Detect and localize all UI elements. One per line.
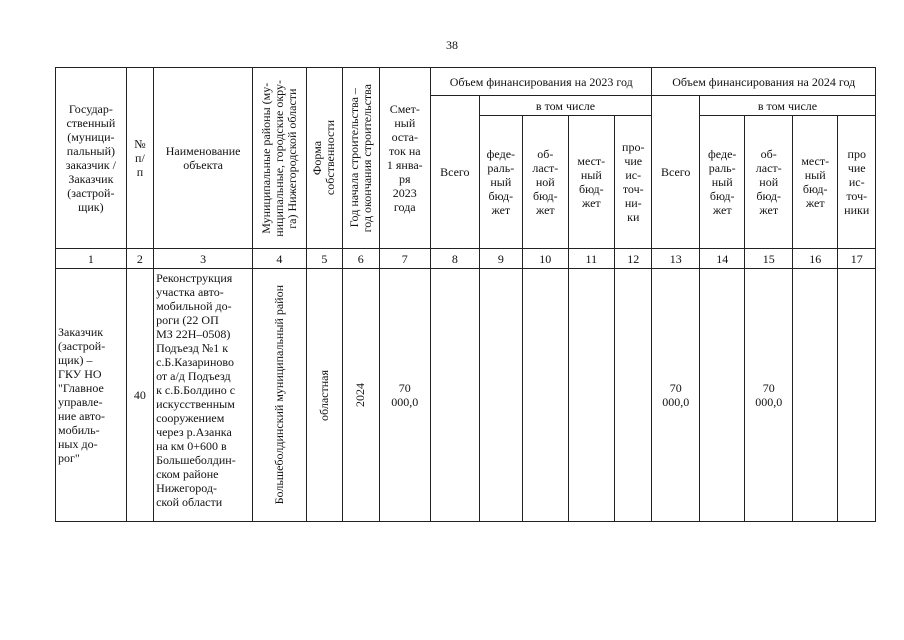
row-regional-2023 bbox=[523, 269, 568, 522]
header-total-2024: Всего bbox=[652, 96, 700, 249]
row-district: Большеболдинский муниципальный район bbox=[271, 285, 286, 505]
header-districts: Муниципальные районы (му- ниципальные, городские окру- га) Нижегородской области bbox=[258, 79, 299, 237]
header-regional-2023: об- ласт- ной бюд- жет bbox=[523, 116, 568, 249]
page-number: 38 bbox=[446, 38, 458, 52]
column-number-row bbox=[56, 249, 876, 269]
header-federal-2024: феде- раль- ный бюд- жет bbox=[699, 116, 744, 249]
row-other-2024 bbox=[838, 269, 876, 522]
col-num: 11 bbox=[568, 249, 615, 269]
col-num: 12 bbox=[615, 249, 652, 269]
header-row-1 bbox=[56, 68, 876, 96]
header-total-2023: Всего bbox=[431, 96, 480, 249]
header-including-2023: в том числе bbox=[479, 96, 652, 116]
header-years-cell bbox=[343, 68, 379, 249]
header-other-2024: про чие ис- точ- ники bbox=[838, 116, 876, 249]
row-ownership: областная bbox=[316, 369, 331, 421]
header-other-2023: про- чие ис- точ- ни- ки bbox=[615, 116, 652, 249]
row-regional-2024: 70 000,0 bbox=[745, 269, 793, 522]
row-total-2023 bbox=[431, 269, 480, 522]
col-num: 10 bbox=[523, 249, 568, 269]
row-federal-2024 bbox=[699, 269, 744, 522]
row-local-2024 bbox=[792, 269, 837, 522]
col-num: 3 bbox=[154, 249, 253, 269]
col-num: 17 bbox=[838, 249, 876, 269]
row-years-cell bbox=[343, 269, 379, 522]
col-num: 4 bbox=[253, 249, 307, 269]
col-num: 14 bbox=[699, 249, 744, 269]
header-fin-2024: Объем финансирования на 2024 год bbox=[652, 68, 876, 96]
col-num: 13 bbox=[652, 249, 700, 269]
col-num: 7 bbox=[379, 249, 431, 269]
table-row bbox=[56, 269, 876, 522]
header-customer: Государ- ственный (муници- пальный) заказчик / Заказчик (застрой- щик) bbox=[56, 68, 127, 249]
header-local-2023: мест- ный бюд- жет bbox=[568, 116, 615, 249]
col-num: 16 bbox=[792, 249, 837, 269]
row-balance: 70 000,0 bbox=[379, 269, 431, 522]
header-districts-cell bbox=[253, 68, 307, 249]
row-local-2023 bbox=[568, 269, 615, 522]
col-num: 6 bbox=[343, 249, 379, 269]
row-district-cell bbox=[253, 269, 307, 522]
col-num: 2 bbox=[126, 249, 153, 269]
header-object-name: Наименование объекта bbox=[154, 68, 253, 249]
header-federal-2023: феде- раль- ный бюд- жет bbox=[479, 116, 522, 249]
header-balance: Смет- ный оста- ток на 1 янва- ря 2023 года bbox=[379, 68, 431, 249]
header-ownership-cell bbox=[306, 68, 342, 249]
header-local-2024: мест- ный бюд- жет bbox=[792, 116, 837, 249]
header-regional-2024: об- ласт- ной бюд- жет bbox=[745, 116, 793, 249]
header-ownership: Форма собственности bbox=[310, 120, 338, 196]
row-ownership-cell bbox=[306, 269, 342, 522]
header-fin-2023: Объем финансирования на 2023 год bbox=[431, 68, 652, 96]
col-num: 8 bbox=[431, 249, 480, 269]
row-other-2023 bbox=[615, 269, 652, 522]
col-num: 5 bbox=[306, 249, 342, 269]
financing-table bbox=[55, 67, 876, 522]
header-years: Год начала строительства – год окончания строительства bbox=[346, 83, 374, 233]
header-including-2024: в том числе bbox=[699, 96, 875, 116]
row-federal-2023 bbox=[479, 269, 522, 522]
col-num: 9 bbox=[479, 249, 522, 269]
row-object-name: Реконструкция участка авто- мобильной до- роги (22 ОП МЗ 22Н–0508) Подъезд №1 к с.Б.Казариново от а/д Подъезд к с.Б.Болдино с искусственным сооружением через р.Азанка на км 0+600 в Большеболдин- ском районе Нижегород- ской области bbox=[154, 269, 253, 522]
col-num: 1 bbox=[56, 249, 127, 269]
row-years: 2024 bbox=[353, 383, 368, 407]
row-customer: Заказчик (застрой- щик) – ГКУ НО "Главное управле- ние авто- мобиль- ных до- рог" bbox=[56, 269, 127, 522]
row-num: 40 bbox=[126, 269, 153, 522]
row-total-2024: 70 000,0 bbox=[652, 269, 700, 522]
col-num: 15 bbox=[745, 249, 793, 269]
header-num: № п/ п bbox=[126, 68, 153, 249]
